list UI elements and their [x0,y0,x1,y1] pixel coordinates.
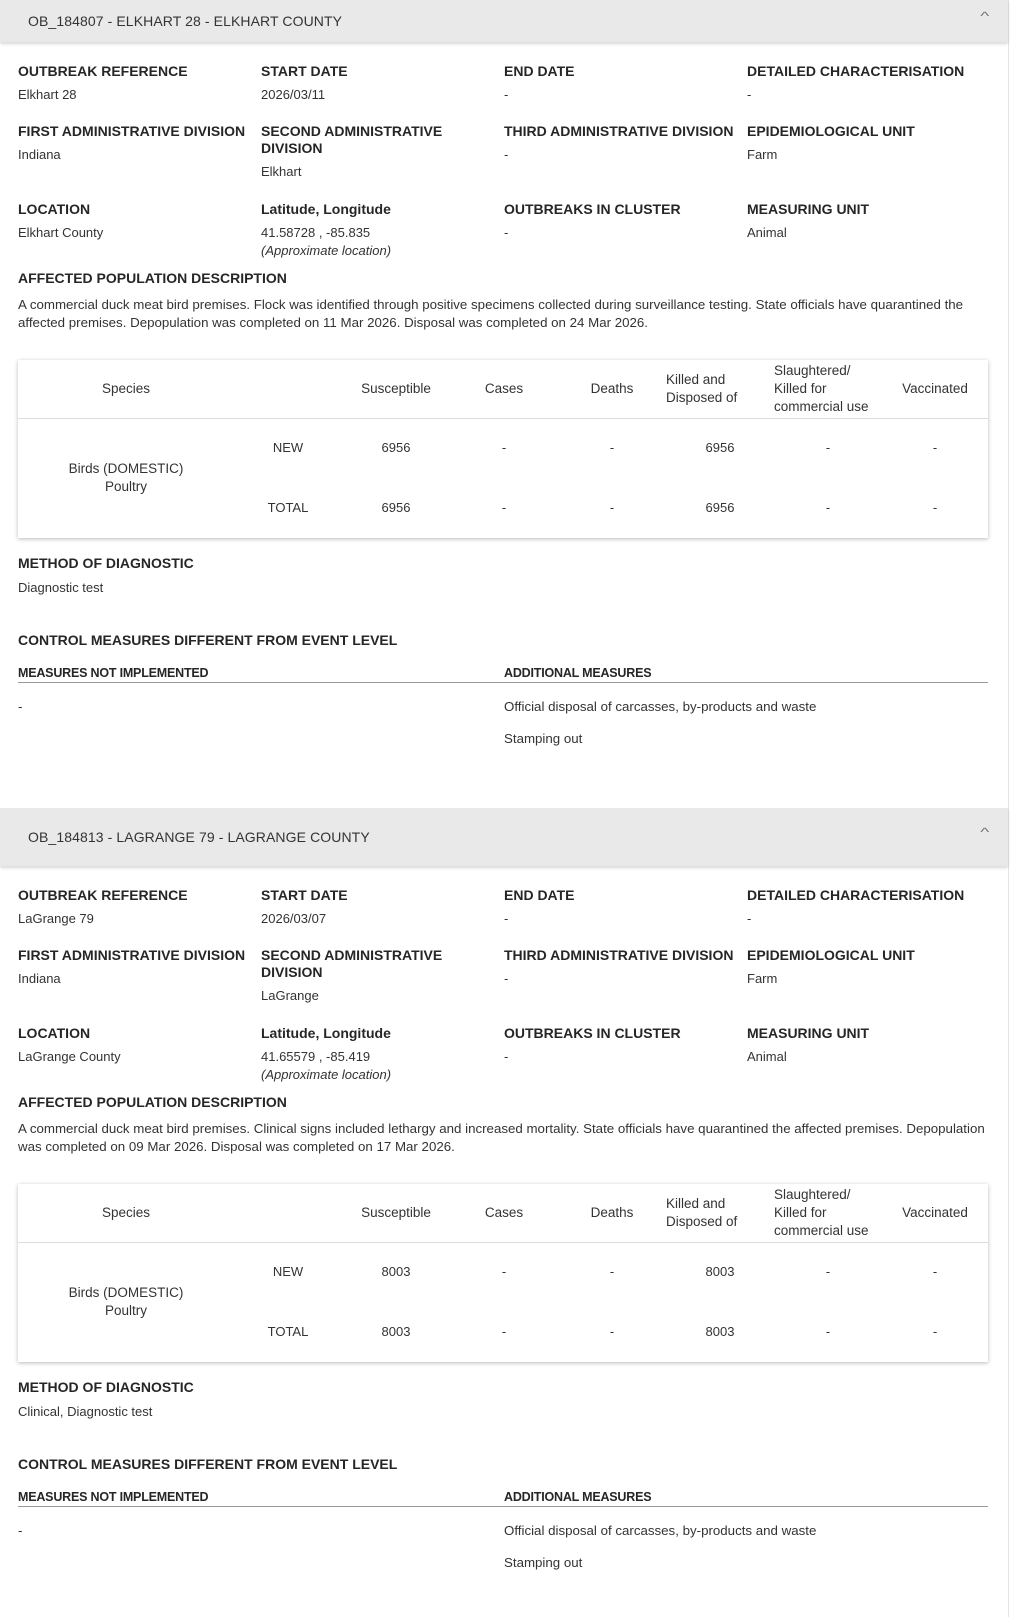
field-label: SECOND ADMINISTRATIVE DIVISION [261,123,443,156]
cell-cases: - [501,500,507,515]
field-end-date [504,63,575,102]
field-first-admin [18,947,246,986]
field-value: Elkhart [261,164,302,179]
field-measuring-unit [747,201,870,240]
field-value: Elkhart County [18,225,104,240]
cell-deaths: - [609,500,615,515]
field-label: LOCATION [18,1025,91,1041]
col-susceptible: Susceptible [361,1205,431,1220]
field-label: EPIDEMIOLOGICAL UNIT [747,947,915,963]
field-value: LaGrange 79 [18,911,94,926]
measures-not-implemented-value: - [18,699,23,714]
field-label: OUTBREAKS IN CLUSTER [504,201,681,217]
col-slaughtered [774,1184,882,1242]
field-value: - [504,911,509,926]
field-epi-unit [747,123,915,162]
field-value: Indiana [18,147,61,162]
additional-measure-item: Stamping out [504,1555,583,1570]
col-vaccinated: Vaccinated [902,1205,968,1220]
field-value: 2026/03/07 [261,911,327,926]
field-label: START DATE [261,887,348,903]
field-value: - [504,147,509,162]
col-slaughtered-line: Killed for [774,1205,827,1220]
field-value: Farm [747,147,778,162]
cell-killed: 6956 [705,440,735,455]
col-deaths: Deaths [590,1205,634,1220]
cell-deaths: - [609,1324,615,1339]
field-value: - [504,971,509,986]
additional-measures-label: ADDITIONAL MEASURES [504,1490,652,1504]
outbreak-header[interactable] [0,0,1008,42]
outbreak-panel [0,808,1008,1616]
outbreak-title: OB_184813 - LAGRANGE 79 - LAGRANGE COUNTY [28,829,370,845]
additional-measure-item: Official disposal of carcasses, by-products and waste [504,699,817,714]
affected-population-label [18,270,287,287]
field-value: Farm [747,971,778,986]
col-killed-line: Killed and [666,1196,726,1211]
cell-vaccinated: - [932,1264,938,1279]
affected-population-description: A commercial duck meat bird premises. Flock was identified through positive specimens collected during surveillance testing. State officials have quarantined the affected premises. Depopulation was completed on 11 Mar 2026. Disposal was completed on 24 Mar 2026. [18,297,964,330]
field-third-admin [504,947,734,986]
field-label: THIRD ADMINISTRATIVE DIVISION [504,947,734,963]
cell-killed: 8003 [705,1264,735,1279]
col-species: Species [101,1205,151,1220]
row-label: NEW [272,1264,304,1279]
field-label: METHOD OF DIAGNOSTIC [18,1379,194,1395]
field-end-date [504,887,575,926]
field-start-date [261,63,348,102]
cell-slaughtered: - [825,500,831,515]
cell-killed: 6956 [705,500,735,515]
field-start-date [261,887,348,926]
cell-deaths: - [609,1264,615,1279]
field-value: 41.58728 , -85.835 [261,225,371,240]
cell-deaths: - [609,440,615,455]
species-name: Birds (DOMESTIC) [68,461,184,476]
field-value: - [747,911,752,926]
field-outbreaks-in-cluster [504,201,681,240]
chevron-up-icon[interactable]: ^ [980,825,990,839]
field-detailed-characterisation [747,887,965,926]
field-detailed-characterisation [747,63,965,102]
section-label: AFFECTED POPULATION DESCRIPTION [18,1094,287,1110]
field-label: START DATE [261,63,348,79]
row-label: NEW [272,440,304,455]
chevron-up-icon[interactable]: ^ [980,9,990,23]
affected-population-description: A commercial duck meat bird premises. Clinical signs included lethargy and increased mortality. State officials have quarantined the affected premises. Depopulation was completed on 09 Mar 2026. Disposal was completed on 17 Mar 2026. [18,1121,985,1154]
field-outbreak-reference [18,63,188,102]
outbreak-title: OB_184807 - ELKHART 28 - ELKHART COUNTY [28,13,343,29]
field-label: THIRD ADMINISTRATIVE DIVISION [504,123,734,139]
field-label: OUTBREAKS IN CLUSTER [504,1025,681,1041]
cell-slaughtered: - [825,1324,831,1339]
field-value: Diagnostic test [18,580,104,595]
field-value: - [504,225,509,240]
field-method-of-diagnostic [18,555,194,595]
table-header [18,1184,988,1243]
field-label: MEASURING UNIT [747,1025,870,1041]
field-value: Animal [747,225,787,240]
species-type: Poultry [104,1303,148,1318]
field-first-admin [18,123,246,162]
col-slaughtered [774,360,882,418]
field-third-admin [504,123,734,162]
cell-slaughtered: - [825,1264,831,1279]
field-location [18,201,104,240]
approximate-note: (Approximate location) [261,243,392,258]
field-label: LOCATION [18,201,91,217]
field-label: EPIDEMIOLOGICAL UNIT [747,123,915,139]
col-killed-line: Killed and [666,372,726,387]
field-value: Elkhart 28 [18,87,77,102]
cell-vaccinated: - [932,1324,938,1339]
measures-not-implemented-label: MEASURES NOT IMPLEMENTED [18,1490,209,1504]
cell-susceptible: 8003 [381,1324,411,1339]
col-killed-line: Disposed of [666,1214,738,1229]
field-label: Latitude, Longitude [261,1025,391,1041]
col-killed-line: Disposed of [666,390,738,405]
field-outbreaks-in-cluster [504,1025,681,1064]
field-outbreak-reference [18,887,188,926]
species-type: Poultry [104,479,148,494]
additional-measures-label: ADDITIONAL MEASURES [504,666,652,680]
field-second-admin [261,123,481,179]
col-slaughtered-line: Killed for [774,381,827,396]
col-killed [666,1184,774,1242]
cell-susceptible: 8003 [381,1264,411,1279]
measures-not-implemented-label: MEASURES NOT IMPLEMENTED [18,666,209,680]
section-label: CONTROL MEASURES DIFFERENT FROM EVENT LEVEL [18,1456,398,1472]
species-cell [18,1242,234,1362]
control-measures-heading [18,1456,397,1473]
field-value: - [504,87,509,102]
control-measures-heading [18,632,397,649]
field-label: MEASURING UNIT [747,201,870,217]
section-label: CONTROL MEASURES DIFFERENT FROM EVENT LEVEL [18,632,398,648]
species-name: Birds (DOMESTIC) [68,1285,184,1300]
cell-susceptible: 6956 [381,440,411,455]
field-label: FIRST ADMINISTRATIVE DIVISION [18,947,246,963]
cell-slaughtered: - [825,440,831,455]
row-label: TOTAL [267,1324,309,1339]
divider [18,1506,988,1507]
field-value: Indiana [18,971,61,986]
additional-measure-item: Stamping out [504,731,583,746]
species-table [18,1184,988,1362]
col-slaughtered-line: Slaughtered/ [774,1187,851,1202]
table-header [18,360,988,419]
field-label: DETAILED CHARACTERISATION [747,63,965,79]
field-value: Animal [747,1049,787,1064]
cell-susceptible: 6956 [381,500,411,515]
cell-cases: - [501,440,507,455]
cell-cases: - [501,1324,507,1339]
field-label: OUTBREAK REFERENCE [18,63,188,79]
field-value: 2026/03/11 [261,87,326,102]
col-cases: Cases [484,1205,524,1220]
field-label: END DATE [504,63,575,79]
field-lat-long [261,201,392,258]
field-label: OUTBREAK REFERENCE [18,887,188,903]
col-slaughtered-line: commercial use [774,399,869,414]
approximate-note: (Approximate location) [261,1067,392,1082]
field-second-admin [261,947,481,1003]
field-label: Latitude, Longitude [261,201,391,217]
col-susceptible: Susceptible [361,381,431,396]
field-value: LaGrange [261,988,319,1003]
col-killed [666,360,774,418]
affected-population-label [18,1094,287,1111]
section-label: AFFECTED POPULATION DESCRIPTION [18,270,287,286]
divider [18,682,988,683]
field-method-of-diagnostic [18,1379,194,1419]
additional-measure-item: Official disposal of carcasses, by-products and waste [504,1523,817,1538]
cell-vaccinated: - [932,440,938,455]
field-label: DETAILED CHARACTERISATION [747,887,965,903]
cell-killed: 8003 [705,1324,735,1339]
measures-not-implemented-value: - [18,1523,23,1538]
col-vaccinated: Vaccinated [902,381,968,396]
cell-vaccinated: - [932,500,938,515]
field-value: - [747,87,752,102]
field-label: SECOND ADMINISTRATIVE DIVISION [261,947,443,980]
row-label: TOTAL [267,500,309,515]
col-slaughtered-line: Slaughtered/ [774,363,851,378]
field-measuring-unit [747,1025,870,1064]
col-species: Species [101,381,151,396]
field-lat-long [261,1025,392,1082]
col-slaughtered-line: commercial use [774,1223,869,1238]
field-value: 41.65579 , -85.419 [261,1049,371,1064]
field-value: LaGrange County [18,1049,121,1064]
species-cell [18,418,234,538]
field-label: FIRST ADMINISTRATIVE DIVISION [18,123,246,139]
field-value: - [504,1049,509,1064]
cell-cases: - [501,1264,507,1279]
field-location [18,1025,121,1064]
field-epi-unit [747,947,915,986]
species-table [18,360,988,538]
outbreak-header[interactable] [0,808,1008,866]
field-value: Clinical, Diagnostic test [18,1404,153,1419]
field-label: END DATE [504,887,575,903]
col-cases: Cases [484,381,524,396]
field-label: METHOD OF DIAGNOSTIC [18,555,194,571]
col-deaths: Deaths [590,381,634,396]
